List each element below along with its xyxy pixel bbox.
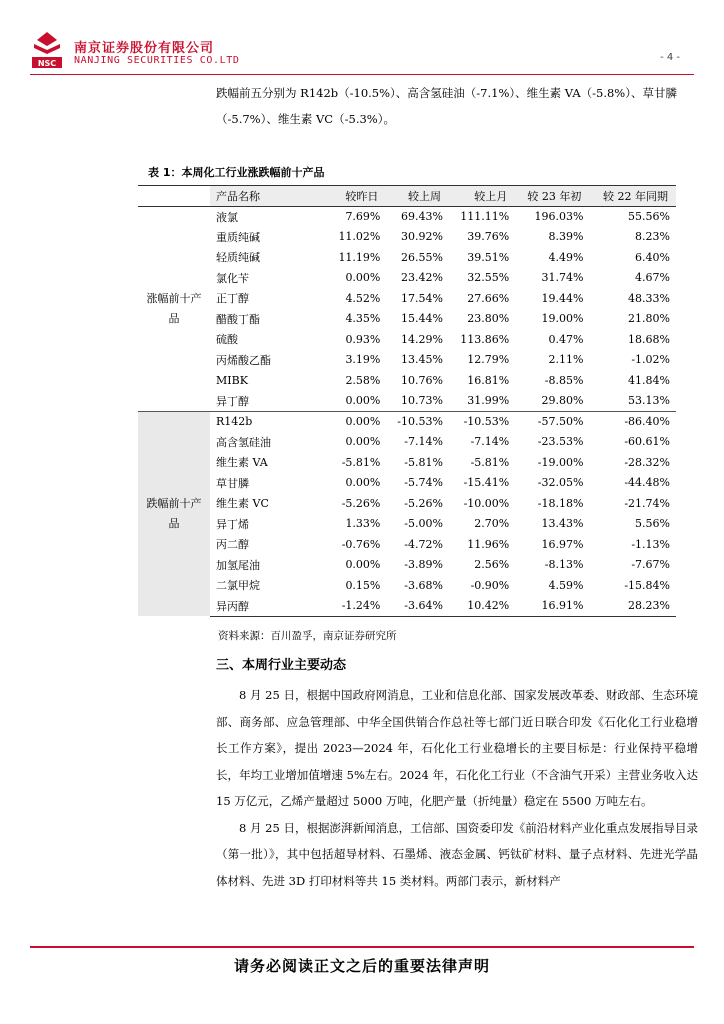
cell-vs-last-week: 23.42%	[401, 271, 443, 285]
cell-vs-yesterday: 0.00%	[345, 558, 381, 572]
cell-vs-last-year: -1.13%	[631, 537, 670, 551]
cell-vs-last-year: 21.80%	[628, 312, 670, 326]
cell-vs-last-year: 18.68%	[628, 332, 670, 346]
cell-vs-last-week: -5.00%	[404, 517, 443, 531]
cell-product-name: 二氯甲烷	[216, 579, 260, 593]
cell-vs-last-month: -0.90%	[470, 578, 510, 592]
cell-vs-yesterday: 11.19%	[338, 250, 381, 264]
cell-vs-last-year: 41.84%	[628, 373, 670, 387]
cell-vs-yesterday: 3.19%	[345, 353, 381, 367]
cell-vs-yesterday: 0.15%	[345, 578, 381, 592]
cell-product-name: 异丙醇	[210, 596, 328, 617]
section-title: 三、本周行业主要动态	[216, 658, 347, 673]
header-rule	[30, 74, 694, 75]
cell-vs-last-month: 111.11%	[460, 210, 510, 223]
intro-paragraph	[216, 80, 696, 132]
paragraph-2: 8 月 25 日，根据澎湃新闻消息，工信部、国资委印发《前沿材料产业化重点发展指导目录（第一批）》，其中包括超导材料、石墨烯、液态金属、钙钛矿材料、量子点材料、先进光学晶体材料、先进 3D 打印材料等共 15 类材料。两部门表示，新材料产	[216, 820, 698, 888]
table-row	[138, 514, 676, 535]
cell-product-name: 维生素 VC	[216, 497, 269, 511]
cell-vs-yesterday: 7.69%	[345, 210, 381, 223]
cell-product-name: 轻质纯碱	[216, 251, 260, 265]
cell-vs-last-month: 39.76%	[467, 230, 510, 244]
cell-vs-last-month: 2.70%	[474, 517, 510, 531]
cell-vs-year-start: -8.13%	[544, 558, 584, 572]
table-row	[138, 227, 676, 248]
cell-vs-last-month: 10.42%	[449, 596, 515, 617]
cell-vs-last-week: 10.73%	[401, 394, 443, 407]
cell-vs-last-year: -86.40%	[589, 411, 676, 432]
cell-vs-last-year: 6.40%	[635, 250, 670, 264]
cell-vs-year-start: 0.47%	[548, 332, 584, 346]
cell-vs-last-week: 69.43%	[401, 210, 443, 223]
cell-product-name: 异丁烯	[216, 517, 249, 531]
cell-vs-year-start: 4.59%	[548, 578, 584, 592]
table-row	[138, 534, 676, 555]
page-header	[30, 30, 694, 76]
cell-vs-yesterday: 1.33%	[345, 517, 381, 531]
footer-rule	[30, 946, 694, 948]
cell-vs-last-month: 113.86%	[460, 332, 510, 346]
cell-vs-year-start: 13.43%	[541, 517, 584, 531]
cell-vs-year-start: 31.74%	[541, 271, 584, 285]
cell-product-name: 丙烯酸乙酯	[216, 353, 271, 367]
cell-vs-last-year: 48.33%	[628, 291, 670, 305]
cell-vs-year-start: -18.18%	[537, 496, 584, 510]
table-row	[138, 370, 676, 391]
cell-product-name: 液氯	[216, 210, 238, 224]
cell-vs-yesterday: -5.26%	[341, 496, 381, 510]
company-name-en: NANJING SECURITIES CO.LTD	[74, 55, 240, 66]
cell-vs-last-month: 16.81%	[467, 373, 510, 387]
header-product-name: 产品名称	[210, 186, 328, 207]
cell-product-name: MIBK	[216, 373, 248, 387]
cell-vs-last-month: -5.81%	[470, 455, 510, 469]
table-row	[138, 411, 676, 432]
cell-vs-yesterday: 0.93%	[345, 332, 381, 346]
table-header-row	[138, 186, 676, 207]
header-vs-year-start: 较 23 年初	[515, 186, 589, 207]
table-source: 资料来源：百川盈孚，南京证券研究所	[218, 630, 397, 642]
cell-vs-last-week: 13.45%	[401, 353, 443, 367]
table-row	[138, 391, 676, 412]
cell-vs-year-start: -57.50%	[515, 411, 589, 432]
cell-vs-yesterday: 0.00%	[345, 271, 381, 285]
cell-vs-last-month: 32.55%	[467, 271, 510, 285]
cell-vs-year-start: -32.05%	[537, 476, 584, 490]
cell-vs-last-month: 27.66%	[467, 291, 510, 305]
cell-vs-last-week: 10.76%	[401, 373, 443, 387]
header-group-blank	[138, 186, 210, 207]
cell-vs-last-year: 28.23%	[589, 596, 676, 617]
table-row	[138, 309, 676, 330]
cell-vs-last-year: -28.32%	[624, 455, 670, 469]
cell-vs-last-week: -5.81%	[404, 455, 443, 469]
cell-vs-year-start: 4.49%	[548, 250, 584, 264]
cell-vs-last-month: 31.99%	[467, 394, 510, 407]
paragraph-1: 8 月 25 日，根据中国政府网消息，工业和信息化部、国家发展改革委、财政部、生态环境部、商务部、应急管理部、中华全国供销合作总社等七部门近日联合印发《石化化工行业稳增长工作方案》，提出 2023—2024 年，石化化工行业稳增长的主要目标是：行业保持平稳增长，年均工业增加值增速 5%左右。2024 年，石化化工行业（不含油气开采）主营业务收入达 15 万亿元，乙烯产量超过 5000 万吨，化肥产量（折纯量）稳定在 5500 万吨左右。	[216, 688, 698, 808]
table-row	[138, 288, 676, 309]
table-row	[138, 575, 676, 596]
cell-vs-last-year: 8.23%	[635, 230, 670, 244]
cell-vs-year-start: 8.39%	[548, 230, 584, 244]
cell-vs-last-week: -4.72%	[404, 537, 443, 551]
cell-vs-yesterday: -0.76%	[341, 537, 381, 551]
cell-vs-last-week: 14.29%	[401, 332, 443, 346]
cell-vs-last-month: -15.41%	[463, 476, 510, 490]
cell-vs-year-start: -8.85%	[544, 373, 584, 387]
cell-vs-year-start: 2.11%	[548, 353, 584, 367]
table-row	[138, 493, 676, 514]
cell-vs-last-month: 11.96%	[467, 537, 510, 551]
cell-vs-year-start: 19.44%	[541, 291, 584, 305]
header-vs-last-month: 较上月	[449, 186, 515, 207]
header-vs-last-week: 较上周	[386, 186, 449, 207]
cell-vs-last-year: -60.61%	[624, 435, 670, 449]
group-label: 涨幅前十产品	[138, 206, 210, 411]
page-number: - 4 -	[660, 52, 680, 63]
cell-vs-yesterday: 2.58%	[345, 373, 381, 387]
cell-vs-yesterday: 0.00%	[345, 394, 381, 407]
cell-vs-year-start: 19.00%	[541, 312, 584, 326]
cell-vs-last-week: 26.55%	[401, 250, 443, 264]
cell-vs-year-start: -23.53%	[537, 435, 584, 449]
cell-vs-last-week: -3.89%	[404, 558, 443, 572]
table-row	[138, 596, 676, 617]
cell-product-name: 氯化苄	[216, 271, 249, 285]
cell-product-name: 醋酸丁酯	[216, 312, 260, 326]
cell-vs-last-week: -5.26%	[404, 496, 443, 510]
cell-product-name: 重质纯碱	[216, 230, 260, 244]
cell-product-name: 维生素 VA	[216, 456, 268, 470]
cell-vs-year-start: 196.03%	[534, 210, 584, 223]
table-row	[138, 329, 676, 350]
cell-vs-last-month: 12.79%	[467, 353, 510, 367]
cell-vs-yesterday: -1.24%	[328, 596, 386, 617]
cell-vs-yesterday: 4.35%	[345, 312, 381, 326]
cell-product-name: 高含氢硅油	[216, 435, 271, 449]
table-row	[138, 432, 676, 453]
cell-vs-year-start: -19.00%	[537, 455, 584, 469]
cell-vs-yesterday: -5.81%	[341, 455, 381, 469]
cell-product-name: 异丁醇	[216, 394, 249, 408]
cell-vs-last-week: -7.14%	[404, 435, 443, 449]
cell-vs-last-month: 23.80%	[467, 312, 510, 326]
logo-text: NSC	[37, 59, 57, 68]
price-change-table	[138, 185, 676, 617]
cell-vs-year-start: 16.97%	[541, 537, 584, 551]
cell-vs-yesterday: 0.00%	[345, 476, 381, 490]
cell-vs-last-month: 39.51%	[467, 250, 510, 264]
cell-vs-last-year: -21.74%	[624, 496, 670, 510]
table-row	[138, 247, 676, 268]
cell-vs-yesterday: 11.02%	[338, 230, 381, 244]
cell-vs-last-week: -5.74%	[404, 476, 443, 490]
cell-vs-last-month: 2.56%	[474, 558, 510, 572]
cell-vs-last-week: 17.54%	[401, 291, 443, 305]
cell-vs-year-start: 29.80%	[541, 394, 584, 407]
cell-vs-last-week: -3.64%	[386, 596, 449, 617]
company-name-cn: 南京证券股份有限公司	[74, 41, 215, 56]
table-row	[138, 206, 676, 227]
cell-product-name: 加氢尾油	[216, 558, 260, 572]
table-row	[138, 268, 676, 289]
legal-disclaimer: 请务必阅读正文之后的重要法律声明	[233, 957, 490, 975]
cell-vs-last-week: 15.44%	[401, 312, 443, 326]
header-vs-yesterday: 较昨日	[328, 186, 386, 207]
table-row	[138, 452, 676, 473]
cell-vs-yesterday: 0.00%	[345, 435, 381, 449]
cell-vs-yesterday: 0.00%	[328, 411, 386, 432]
nsc-logo-icon	[30, 30, 64, 70]
cell-product-name: 草甘膦	[216, 476, 249, 490]
table-row	[138, 473, 676, 494]
cell-vs-last-year: -15.84%	[624, 578, 670, 592]
cell-vs-last-month: -10.00%	[463, 496, 510, 510]
cell-vs-last-year: 53.13%	[628, 394, 670, 407]
cell-product-name: 硫酸	[216, 333, 238, 347]
cell-product-name: R142b	[210, 411, 328, 432]
table-body	[138, 206, 676, 616]
cell-vs-last-month: -10.53%	[449, 411, 515, 432]
cell-vs-last-year: -7.67%	[631, 558, 670, 572]
table-row	[138, 350, 676, 371]
table-title: 表 1：本周化工行业涨跌幅前十产品	[148, 166, 325, 179]
cell-product-name: 丙二醇	[216, 538, 249, 552]
cell-product-name: 正丁醇	[216, 292, 249, 306]
cell-vs-yesterday: 4.52%	[345, 291, 381, 305]
header-vs-last-year: 较 22 年同期	[589, 186, 676, 207]
section-body	[216, 682, 698, 894]
cell-vs-last-year: 55.56%	[628, 210, 670, 223]
cell-vs-year-start: 16.91%	[515, 596, 589, 617]
table-row	[138, 555, 676, 576]
group-label: 跌幅前十产品	[138, 411, 210, 616]
cell-vs-last-week: 30.92%	[401, 230, 443, 244]
cell-vs-last-year: 4.67%	[635, 271, 670, 285]
cell-vs-last-year: -44.48%	[624, 476, 670, 490]
cell-vs-last-week: -3.68%	[404, 578, 443, 592]
cell-vs-last-week: -10.53%	[386, 411, 449, 432]
cell-vs-last-year: 5.56%	[635, 517, 670, 531]
cell-vs-last-year: -1.02%	[631, 353, 670, 367]
intro-text: 跌幅前五分别为 R142b（-10.5%）、高含氢硅油（-7.1%）、维生素 VA（-5.8%）、草甘膦（-5.7%）、维生素 VC（-5.3%）。	[216, 86, 677, 126]
cell-vs-last-month: -7.14%	[470, 435, 510, 449]
